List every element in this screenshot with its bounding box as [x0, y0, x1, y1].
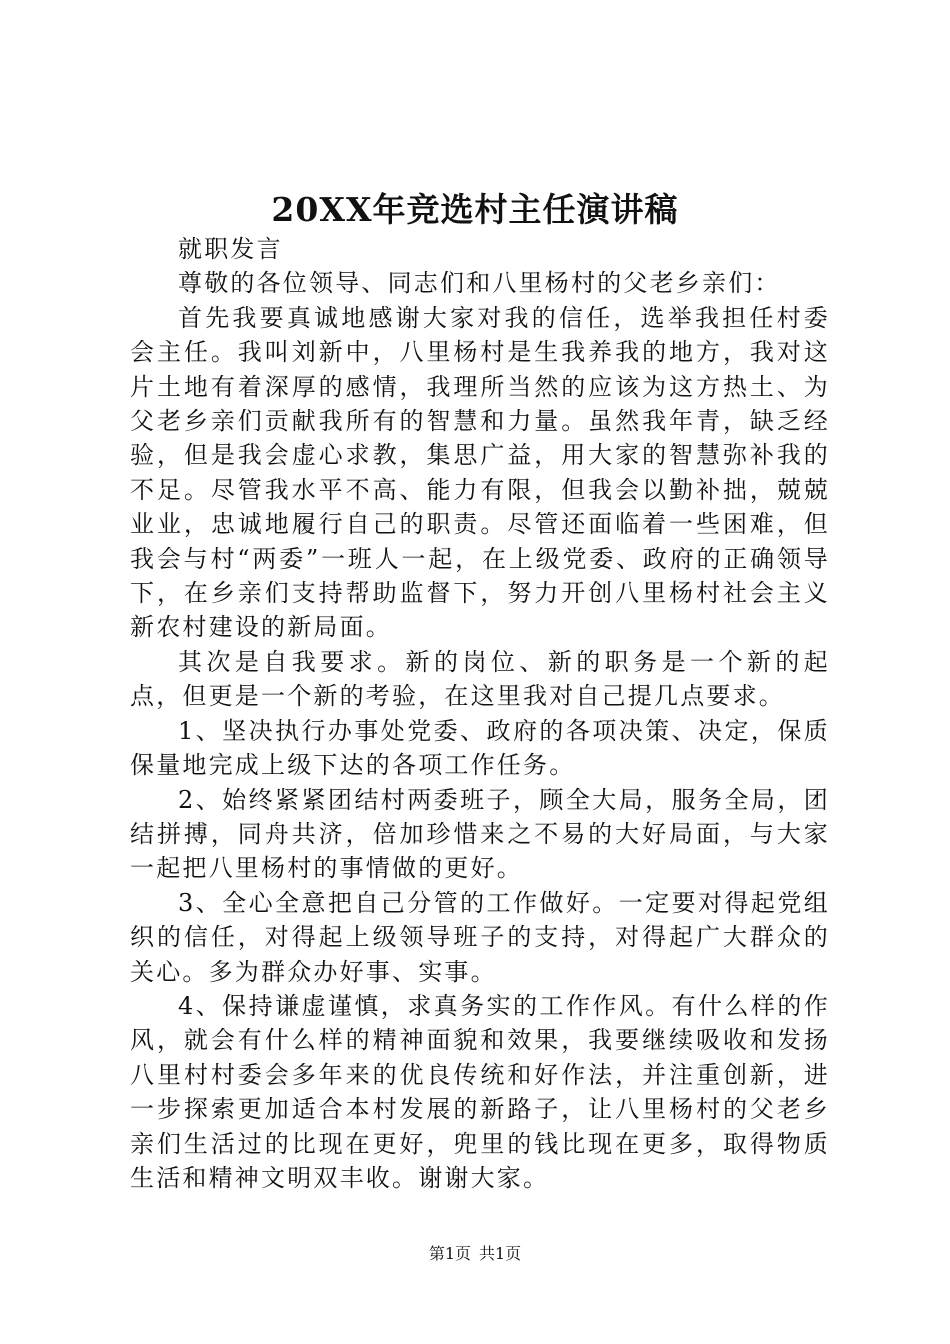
paragraph-salutation: 尊敬的各位领导、同志们和八里杨村的父老乡亲们： — [178, 269, 781, 298]
paragraph: 3、全心全意把自己分管的工作做好。一定要对得起党组织的信任，对得起上级领导班子的支持，对得起广大群众的关心。多为群众办好事、实事。 — [130, 888, 830, 986]
page-footer — [0, 1242, 950, 1266]
paragraph: 1、坚决执行办事处党委、政府的各项决策、决定，保质保量地完成上级下达的各项工作任务。 — [130, 716, 830, 780]
paragraph-heading: 就职发言 — [178, 235, 283, 263]
document-body — [130, 232, 830, 1195]
paragraph: 首先我要真诚地感谢大家对我的信任，选举我担任村委会主任。我叫刘新中，八里杨村是生我养我的地方，我对这片土地有着深厚的感情，我理所当然的应该为这方热土、为父老乡亲们贡献我所有的智慧和力量。虽然我年青，缺乏经验，但是我会虚心求教，集思广益，用大家的智慧弥补我的不足。尽管我水平不高、能力有限，但我会以勤补拙，兢兢业业，忠诚地履行自己的职责。尽管还面临着一些困难，但我会与村“两委”一班人一起，在上级党委、政府的正确领导下，在乡亲们支持帮助监督下，努力开创八里杨村社会主义新农村建设的新局面。 — [130, 303, 830, 642]
paragraph: 2、始终紧紧团结村两委班子，顾全大局，服务全局，团结拼搏，同舟共济，倍加珍惜来之不易的大好局面，与大家一起把八里杨村的事情做的更好。 — [130, 785, 830, 883]
page-total: 共1页 — [479, 1244, 522, 1263]
paragraph: 其次是自我要求。新的岗位、新的职务是一个新的起点，但更是一个新的考验，在这里我对自己提几点要求。 — [130, 647, 830, 711]
document-title: 20XX年竞选村主任演讲稿 — [271, 190, 679, 229]
paragraph: 4、保持谦虚谨慎，求真务实的工作作风。有什么样的作风，就会有什么样的精神面貌和效果，我要继续吸收和发扬八里村村委会多年来的优良传统和好作法，并注重创新，进一步探索更加适合本村发展的新路子，让八里杨村的父老乡亲们生活过的比现在更好，兜里的钱比现在更多，取得物质生活和精神文明双丰收。谢谢大家。 — [130, 991, 830, 1192]
page-number: 第1页 — [428, 1244, 471, 1263]
